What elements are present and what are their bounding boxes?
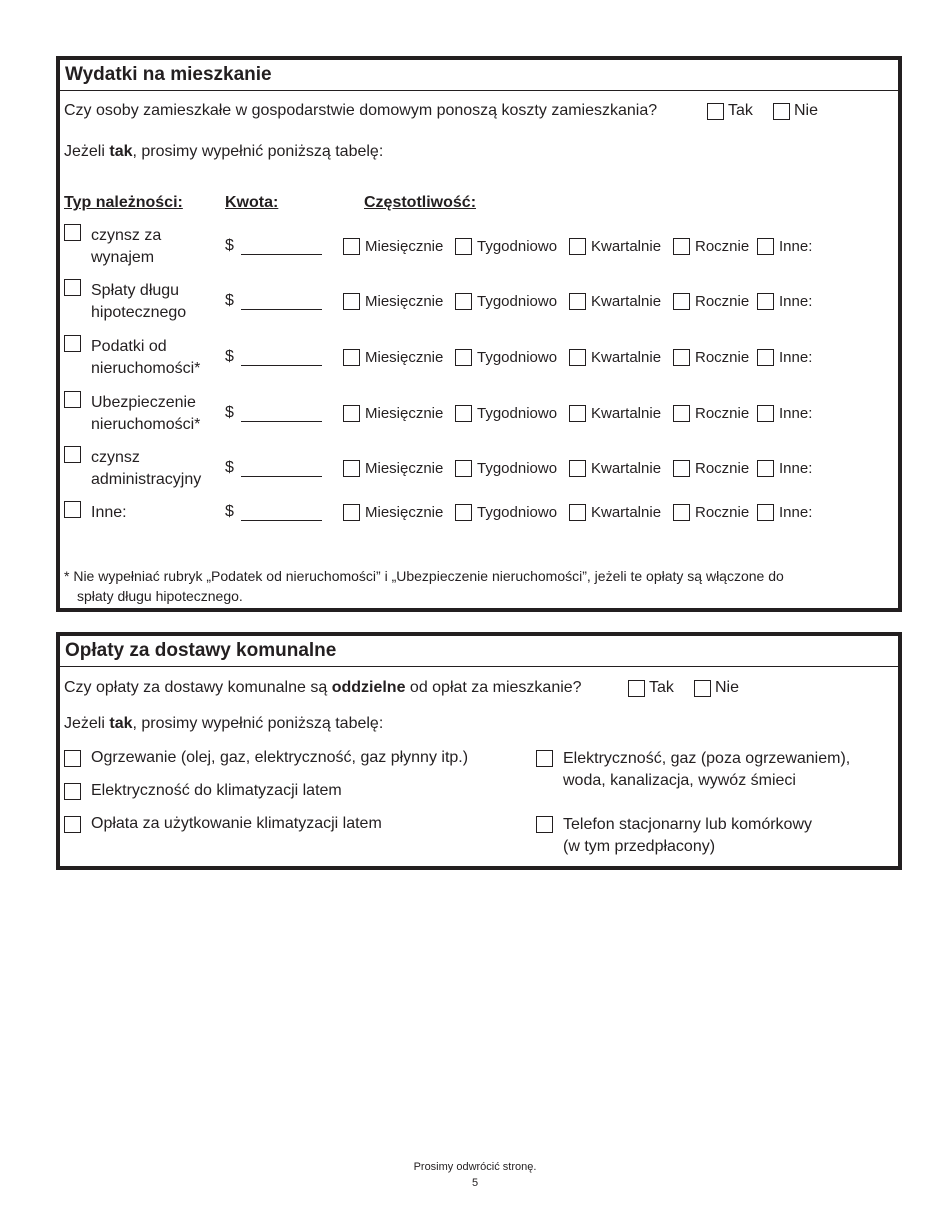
admin-fee-dollar-sign: $: [225, 459, 234, 476]
rent-freq-2-label: Kwartalnie: [591, 238, 662, 255]
ac-electricity-label: Elektryczność do klimatyzacji latem: [91, 782, 342, 799]
admin-fee-freq-4-checkbox[interactable]: [757, 460, 774, 477]
housing-section-title: Wydatki na mieszkanie: [60, 60, 898, 91]
other-checkbox[interactable]: [64, 501, 81, 518]
property-tax-dollar-sign: $: [225, 348, 234, 365]
utilities-no-checkbox[interactable]: [694, 680, 711, 697]
mortgage-freq-1-label: Tygodniowo: [477, 293, 558, 310]
rent-freq-0-checkbox[interactable]: [343, 238, 360, 255]
rent-freq-2-checkbox[interactable]: [569, 238, 586, 255]
admin-fee-label: czynsz administracyjny: [91, 449, 202, 488]
other-amount-field[interactable]: [241, 520, 322, 521]
rent-freq-1-checkbox[interactable]: [455, 238, 472, 255]
footnote: * Nie wypełniać rubryk „Podatek od nieruchomości” i „Ubezpieczenie nieruchomości”, jeżeli te opłaty są włączone do spłaty długu hipotecznego.: [64, 568, 784, 604]
heating-label: Ogrzewanie (olej, gaz, elektryczność, gaz płynny itp.): [91, 749, 469, 766]
property-tax-freq-2-label: Kwartalnie: [591, 349, 662, 366]
property-tax-freq-4-label: Inne:: [779, 349, 813, 366]
property-tax-freq-1-checkbox[interactable]: [455, 349, 472, 366]
mortgage-checkbox[interactable]: [64, 279, 81, 296]
mortgage-freq-0-label: Miesięcznie: [365, 293, 444, 310]
rent-label: czynsz za wynajem: [91, 227, 162, 266]
utilities-services-checkbox[interactable]: [536, 750, 553, 767]
property-insurance-amount-field[interactable]: [241, 421, 322, 422]
property-tax-freq-0-label: Miesięcznie: [365, 349, 444, 366]
mortgage-freq-4-checkbox[interactable]: [757, 293, 774, 310]
other-freq-4-label: Inne:: [779, 504, 813, 521]
admin-fee-checkbox[interactable]: [64, 446, 81, 463]
rent-freq-3-label: Rocznie: [695, 238, 750, 255]
property-tax-freq-3-checkbox[interactable]: [673, 349, 690, 366]
property-insurance-freq-3-label: Rocznie: [695, 405, 750, 422]
housing-instruction: Jeżeli tak, prosimy wypełnić poniższą tabelę:: [64, 143, 384, 160]
ac-electricity-checkbox[interactable]: [64, 783, 81, 800]
other-freq-3-checkbox[interactable]: [673, 504, 690, 521]
property-insurance-freq-2-checkbox[interactable]: [569, 405, 586, 422]
mortgage-freq-2-checkbox[interactable]: [569, 293, 586, 310]
rent-freq-4-checkbox[interactable]: [757, 238, 774, 255]
housing-question: Czy osoby zamieszkałe w gospodarstwie domowym ponoszą koszty zamieszkania?: [64, 102, 658, 119]
other-freq-2-label: Kwartalnie: [591, 504, 662, 521]
rent-freq-1-label: Tygodniowo: [477, 238, 558, 255]
utilities-yes-checkbox[interactable]: [628, 680, 645, 697]
utilities-section-title: Opłaty za dostawy komunalne: [60, 636, 898, 667]
mortgage-freq-3-label: Rocznie: [695, 293, 750, 310]
property-insurance-freq-2-label: Kwartalnie: [591, 405, 662, 422]
property-tax-freq-4-checkbox[interactable]: [757, 349, 774, 366]
column-header-frequency: Częstotliwość:: [364, 194, 477, 211]
ac-usage-fee-label: Opłata za użytkowanie klimatyzacji latem: [91, 815, 382, 832]
ac-usage-fee-checkbox[interactable]: [64, 816, 81, 833]
admin-fee-freq-0-checkbox[interactable]: [343, 460, 360, 477]
mortgage-label: Spłaty długu hipotecznego: [91, 282, 187, 321]
other-freq-3-label: Rocznie: [695, 504, 750, 521]
other-freq-1-checkbox[interactable]: [455, 504, 472, 521]
property-tax-freq-0-checkbox[interactable]: [343, 349, 360, 366]
rent-amount-field[interactable]: [241, 254, 322, 255]
property-tax-label: Podatki od nieruchomości*: [91, 338, 201, 377]
other-dollar-sign: $: [225, 503, 234, 520]
admin-fee-freq-2-label: Kwartalnie: [591, 460, 662, 477]
other-label: Inne:: [91, 504, 127, 521]
page-number: 5: [471, 1177, 479, 1189]
mortgage-freq-4-label: Inne:: [779, 293, 813, 310]
heating-checkbox[interactable]: [64, 750, 81, 767]
rent-freq-4-label: Inne:: [779, 238, 813, 255]
admin-fee-freq-3-label: Rocznie: [695, 460, 750, 477]
housing-no-checkbox[interactable]: [773, 103, 790, 120]
housing-expenses-section: [56, 56, 902, 612]
mortgage-freq-0-checkbox[interactable]: [343, 293, 360, 310]
utilities-instruction: Jeżeli tak, prosimy wypełnić poniższą tabelę:: [64, 715, 384, 732]
admin-fee-freq-3-checkbox[interactable]: [673, 460, 690, 477]
mortgage-freq-2-label: Kwartalnie: [591, 293, 662, 310]
turn-page-note: Prosimy odwrócić stronę.: [413, 1161, 537, 1173]
admin-fee-freq-2-checkbox[interactable]: [569, 460, 586, 477]
mortgage-freq-3-checkbox[interactable]: [673, 293, 690, 310]
utilities-services-label: Elektryczność, gaz (poza ogrzewaniem), woda, kanalizacja, wywóz śmieci: [563, 750, 851, 789]
property-tax-freq-1-label: Tygodniowo: [477, 349, 558, 366]
other-freq-4-checkbox[interactable]: [757, 504, 774, 521]
property-insurance-freq-0-checkbox[interactable]: [343, 405, 360, 422]
admin-fee-freq-0-label: Miesięcznie: [365, 460, 444, 477]
property-insurance-dollar-sign: $: [225, 404, 234, 421]
other-freq-0-checkbox[interactable]: [343, 504, 360, 521]
property-tax-freq-3-label: Rocznie: [695, 349, 750, 366]
column-header-type: Typ należności:: [64, 194, 183, 211]
rent-checkbox[interactable]: [64, 224, 81, 241]
housing-yes-checkbox[interactable]: [707, 103, 724, 120]
mortgage-freq-1-checkbox[interactable]: [455, 293, 472, 310]
property-insurance-freq-1-checkbox[interactable]: [455, 405, 472, 422]
property-insurance-checkbox[interactable]: [64, 391, 81, 408]
property-insurance-freq-3-checkbox[interactable]: [673, 405, 690, 422]
utilities-section: [56, 632, 902, 870]
utilities-no-label: Nie: [715, 679, 740, 696]
phone-checkbox[interactable]: [536, 816, 553, 833]
property-tax-checkbox[interactable]: [64, 335, 81, 352]
property-tax-amount-field[interactable]: [241, 365, 322, 366]
property-insurance-freq-4-checkbox[interactable]: [757, 405, 774, 422]
property-insurance-freq-0-label: Miesięcznie: [365, 405, 444, 422]
rent-dollar-sign: $: [225, 237, 234, 254]
utilities-question: Czy opłaty za dostawy komunalne są oddzielne od opłat za mieszkanie?: [64, 679, 582, 696]
rent-freq-0-label: Miesięcznie: [365, 238, 444, 255]
other-freq-0-label: Miesięcznie: [365, 504, 444, 521]
other-freq-1-label: Tygodniowo: [477, 504, 558, 521]
utilities-yes-label: Tak: [649, 679, 674, 696]
property-insurance-freq-1-label: Tygodniowo: [477, 405, 558, 422]
mortgage-amount-field[interactable]: [241, 309, 322, 310]
phone-label: Telefon stacjonarny lub komórkowy (w tym przedpłacony): [563, 816, 813, 855]
mortgage-dollar-sign: $: [225, 292, 234, 309]
admin-fee-freq-1-label: Tygodniowo: [477, 460, 558, 477]
housing-no-label: Nie: [794, 102, 819, 119]
housing-yes-label: Tak: [728, 102, 753, 119]
admin-fee-amount-field[interactable]: [241, 476, 322, 477]
rent-freq-3-checkbox[interactable]: [673, 238, 690, 255]
property-insurance-label: Ubezpieczenie nieruchomości*: [91, 394, 201, 433]
admin-fee-freq-1-checkbox[interactable]: [455, 460, 472, 477]
other-freq-2-checkbox[interactable]: [569, 504, 586, 521]
property-tax-freq-2-checkbox[interactable]: [569, 349, 586, 366]
admin-fee-freq-4-label: Inne:: [779, 460, 813, 477]
property-insurance-freq-4-label: Inne:: [779, 405, 813, 422]
column-header-amount: Kwota:: [225, 194, 279, 211]
